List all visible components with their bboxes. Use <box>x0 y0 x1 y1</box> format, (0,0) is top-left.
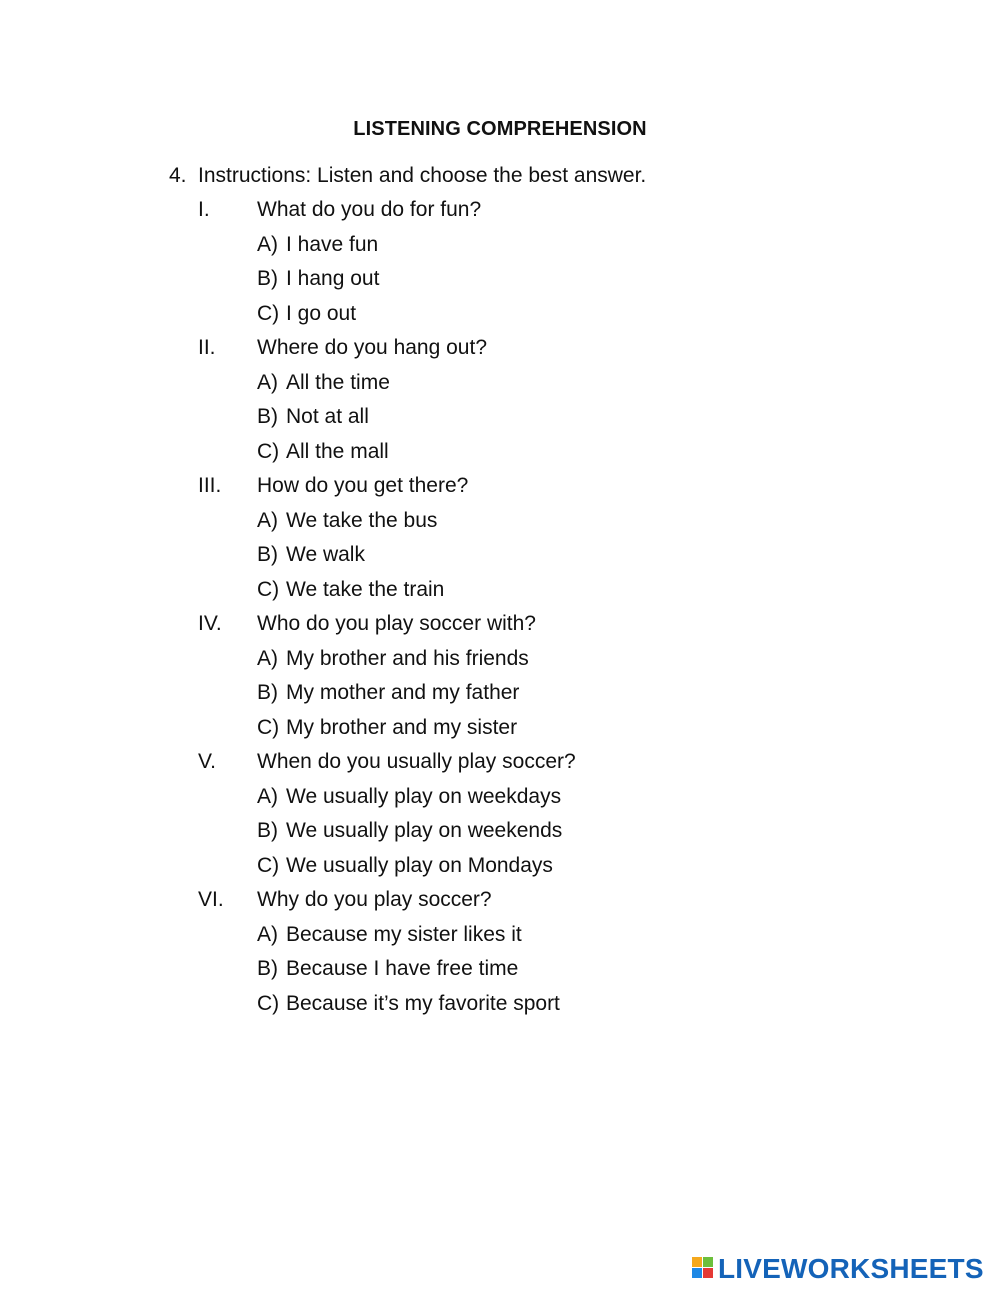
question-text: Where do you hang out? <box>257 336 487 359</box>
option-text: We take the train <box>286 577 445 601</box>
question-numeral: VI. <box>198 888 224 911</box>
option-letter: A) <box>257 922 278 946</box>
option-text: We usually play on weekends <box>286 819 563 842</box>
option-letter: B) <box>257 957 278 980</box>
option-letter: A) <box>257 784 278 808</box>
answer-option[interactable] <box>198 576 898 611</box>
answer-option[interactable] <box>198 231 898 266</box>
option-text: Because my sister likes it <box>286 922 522 946</box>
answer-option[interactable] <box>198 507 898 542</box>
option-letter: C) <box>257 715 280 739</box>
question-text: Who do you play soccer with? <box>257 612 536 635</box>
answer-option[interactable] <box>198 438 898 473</box>
answer-option[interactable] <box>198 921 898 956</box>
page-title: LISTENING COMPREHENSION <box>353 118 647 140</box>
question-item <box>198 886 898 921</box>
question-text: When do you usually play soccer? <box>257 750 576 773</box>
logo-blocks-icon <box>692 1257 714 1279</box>
question-text: How do you get there? <box>257 474 469 497</box>
option-text: We walk <box>286 543 365 566</box>
option-letter: C) <box>257 991 280 1015</box>
answer-option[interactable] <box>198 990 898 1025</box>
option-letter: C) <box>257 853 280 877</box>
answer-option[interactable] <box>198 955 898 990</box>
question-item <box>198 748 898 783</box>
option-text: My brother and his friends <box>286 646 529 670</box>
option-text: My mother and my father <box>286 681 520 704</box>
instruction-line <box>169 164 646 188</box>
answer-option[interactable] <box>198 369 898 404</box>
option-text: We usually play on weekdays <box>286 784 562 808</box>
question-text: Why do you play soccer? <box>257 888 492 911</box>
option-letter: C) <box>257 301 280 325</box>
question-numeral: II. <box>198 336 216 359</box>
question-numeral: IV. <box>198 612 222 635</box>
option-letter: B) <box>257 267 278 290</box>
instruction-text: Instructions: Listen and choose the best answer. <box>198 164 647 187</box>
question-item <box>198 334 898 369</box>
question-numeral: V. <box>198 750 216 773</box>
question-item <box>198 610 898 645</box>
option-letter: A) <box>257 232 278 256</box>
option-letter: B) <box>257 543 278 566</box>
instruction-number: 4. <box>169 164 187 187</box>
option-letter: B) <box>257 405 278 428</box>
answer-option[interactable] <box>198 714 898 749</box>
option-text: We take the bus <box>286 508 438 532</box>
answer-option[interactable] <box>198 541 898 576</box>
answer-option[interactable] <box>198 852 898 887</box>
answer-option[interactable] <box>198 645 898 680</box>
option-text: We usually play on Mondays <box>286 853 553 877</box>
question-item <box>198 196 898 231</box>
option-letter: B) <box>257 681 278 704</box>
option-text: I have fun <box>286 232 379 256</box>
answer-option[interactable] <box>198 403 898 438</box>
question-text: What do you do for fun? <box>257 198 482 221</box>
answer-option[interactable] <box>198 783 898 818</box>
answer-option[interactable] <box>198 300 898 335</box>
answer-option[interactable] <box>198 679 898 714</box>
option-letter: A) <box>257 370 278 394</box>
answer-option[interactable] <box>198 265 898 300</box>
option-letter: A) <box>257 508 278 532</box>
option-text: My brother and my sister <box>286 715 518 739</box>
question-item <box>198 472 898 507</box>
answer-option[interactable] <box>198 817 898 852</box>
option-letter: C) <box>257 577 280 601</box>
option-text: All the time <box>286 370 390 394</box>
question-list <box>198 196 898 1024</box>
question-numeral: I. <box>198 198 210 221</box>
option-letter: C) <box>257 439 280 463</box>
liveworksheets-logo <box>692 1254 992 1284</box>
option-text: I hang out <box>286 267 380 290</box>
option-text: Because it’s my favorite sport <box>286 991 560 1015</box>
option-letter: A) <box>257 646 278 670</box>
option-text: Not at all <box>286 405 369 428</box>
question-numeral: III. <box>198 474 222 497</box>
option-text: I go out <box>286 301 357 325</box>
logo-text: LIVEWORKSHEETS <box>718 1253 984 1284</box>
option-text: Because I have free time <box>286 957 519 980</box>
option-letter: B) <box>257 819 278 842</box>
option-text: All the mall <box>286 439 389 463</box>
